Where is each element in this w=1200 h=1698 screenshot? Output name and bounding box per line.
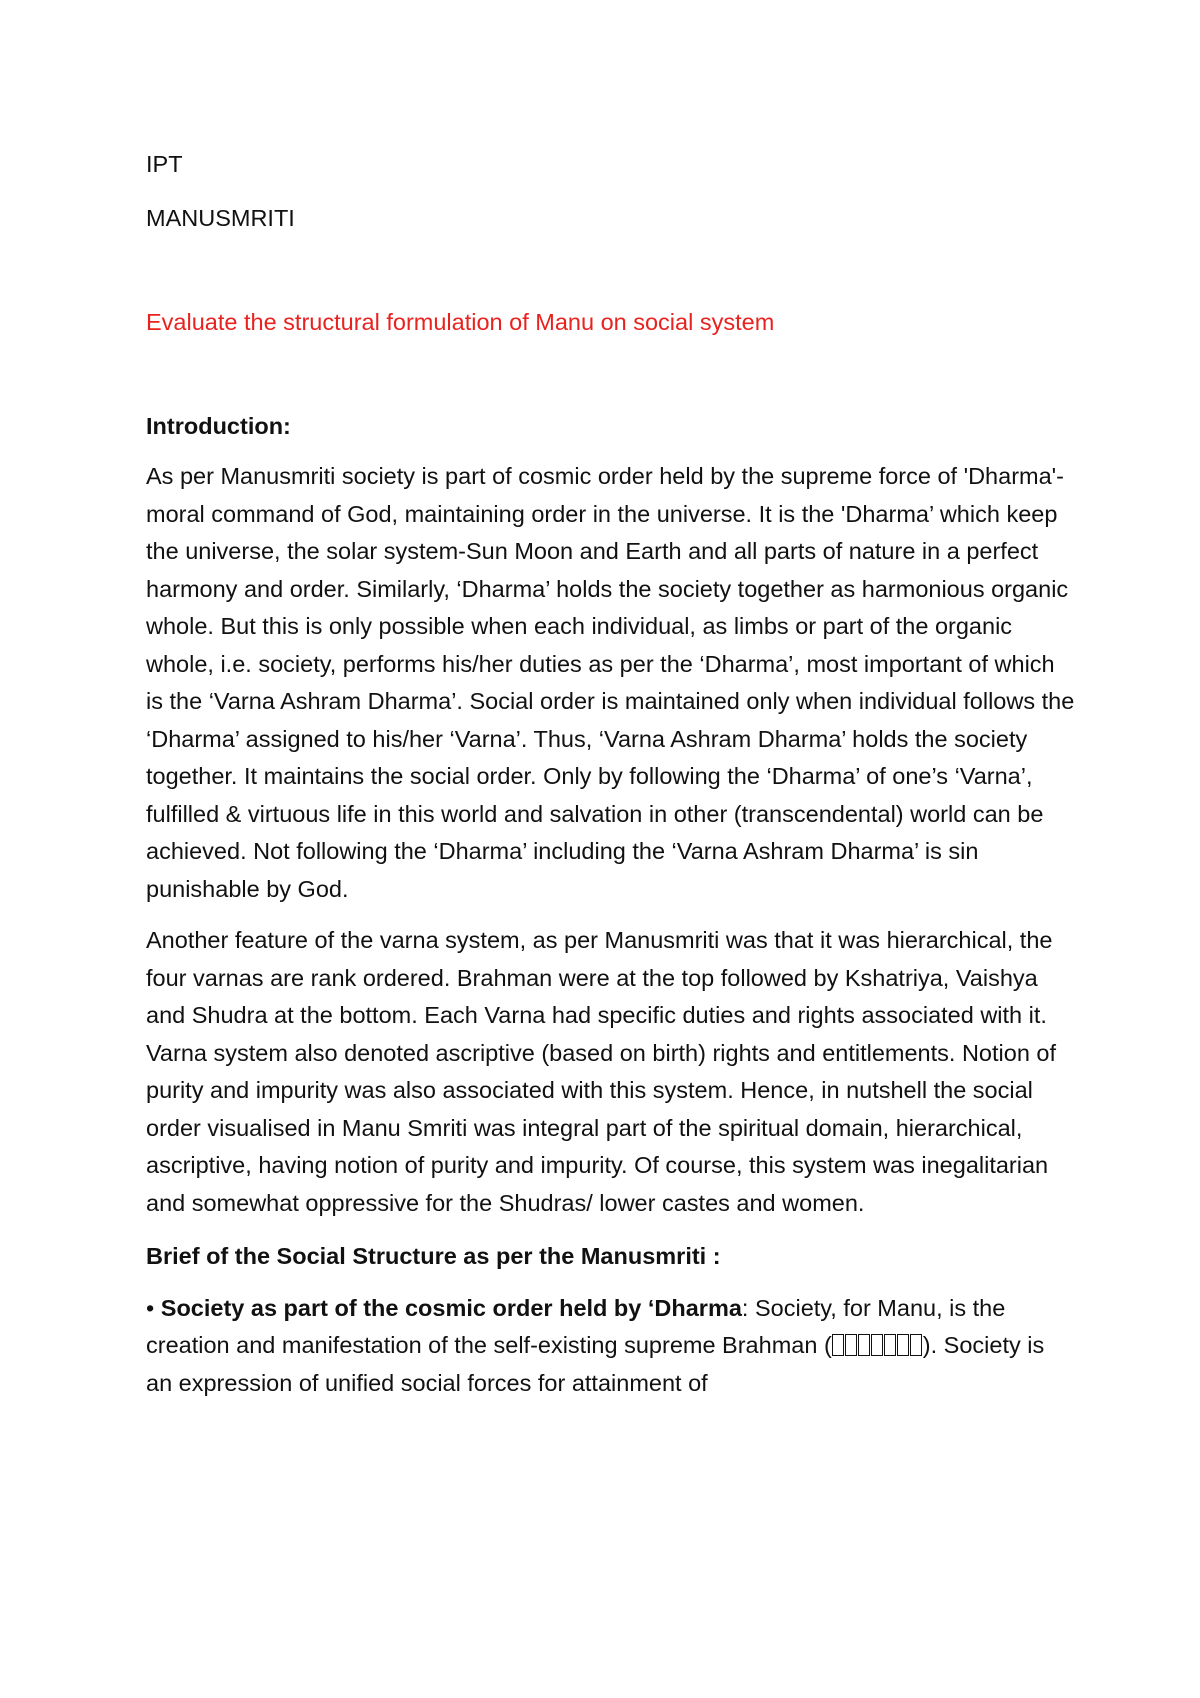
- missing-glyph-box: [910, 1334, 922, 1356]
- document-title: MANUSMRITI: [146, 205, 295, 231]
- missing-glyph-box: [897, 1334, 909, 1356]
- paragraph-intro-2: Another feature of the varna system, as per Manusmriti was that it was hierarchical, the four varnas are rank ordered. Brahman were at the top followed by Kshatriya, Vaishya and Shudra at the bottom. Each Varna had specific duties and rights associated with it. Varna system also denoted ascriptive (based on birth) rights and entitlements. Notion of purity and impurity was also associated with this system. Hence, in nutshell the social order visualised in Manu Smriti was integral part of the spiritual domain, hierarchical, ascriptive, having notion of purity and impurity. Of course, this system was inegalitarian and somewhat oppressive for the Shudras/ lower castes and women.: [146, 927, 1057, 1216]
- course-code: IPT: [146, 151, 183, 177]
- introduction-heading: Introduction:: [146, 413, 291, 439]
- bullet-lead-text: Society as part of the cosmic order held by ‘Dharma: [160, 1294, 742, 1321]
- missing-glyph-box: [871, 1334, 883, 1356]
- bullet-item-cosmic-order: [146, 1290, 1076, 1403]
- missing-glyph-box: [858, 1334, 870, 1356]
- social-structure-heading: Brief of the Social Structure as per the Manusmriti :: [146, 1243, 721, 1269]
- missing-glyph-box: [845, 1334, 857, 1356]
- bullet-body-text: : Society, for Manu, is the creation and manifestation of the self-existing supreme Brahman (: [146, 1294, 1006, 1358]
- question-heading: Evaluate the structural formulation of Manu on social system: [146, 309, 775, 335]
- missing-glyph-box: [884, 1334, 896, 1356]
- missing-glyph-box: [832, 1334, 844, 1356]
- missing-glyph-boxes: [832, 1332, 923, 1358]
- document-body: [146, 150, 1076, 1402]
- paragraph-intro-1: As per Manusmriti society is part of cosmic order held by the supreme force of 'Dharma'- moral command of God, maintaining order in the universe. It is the 'Dharma’ which keep the universe, the solar system-Sun Moon and Earth and all parts of nature in a perfect harmony and order. Similarly, ‘Dharma’ holds the society together as harmonious organic whole. But this is only possible when each individual, as limbs or part of the organic whole, i.e. society, performs his/her duties as per the ‘Dharma’, most important of which is the ‘Varna Ashram Dharma’. Social order is maintained only when individual follows the ‘Dharma’ assigned to his/her ‘Varna’. Thus, ‘Varna Ashram Dharma’ holds the society together. It maintains the social order. Only by following the ‘Dharma’ of one’s ‘Varna’, fulfilled & virtuous life in this world and salvation in other (transcendental) world can be achieved. Not following the ‘Dharma’ including the ‘Varna Ashram Dharma’ is sin punishable by God.: [146, 463, 1075, 902]
- bullet-marker: •: [146, 1294, 155, 1321]
- bullet-body-text-continued: ). Society is an expression of unified social forces for attainment of: [146, 1332, 1045, 1396]
